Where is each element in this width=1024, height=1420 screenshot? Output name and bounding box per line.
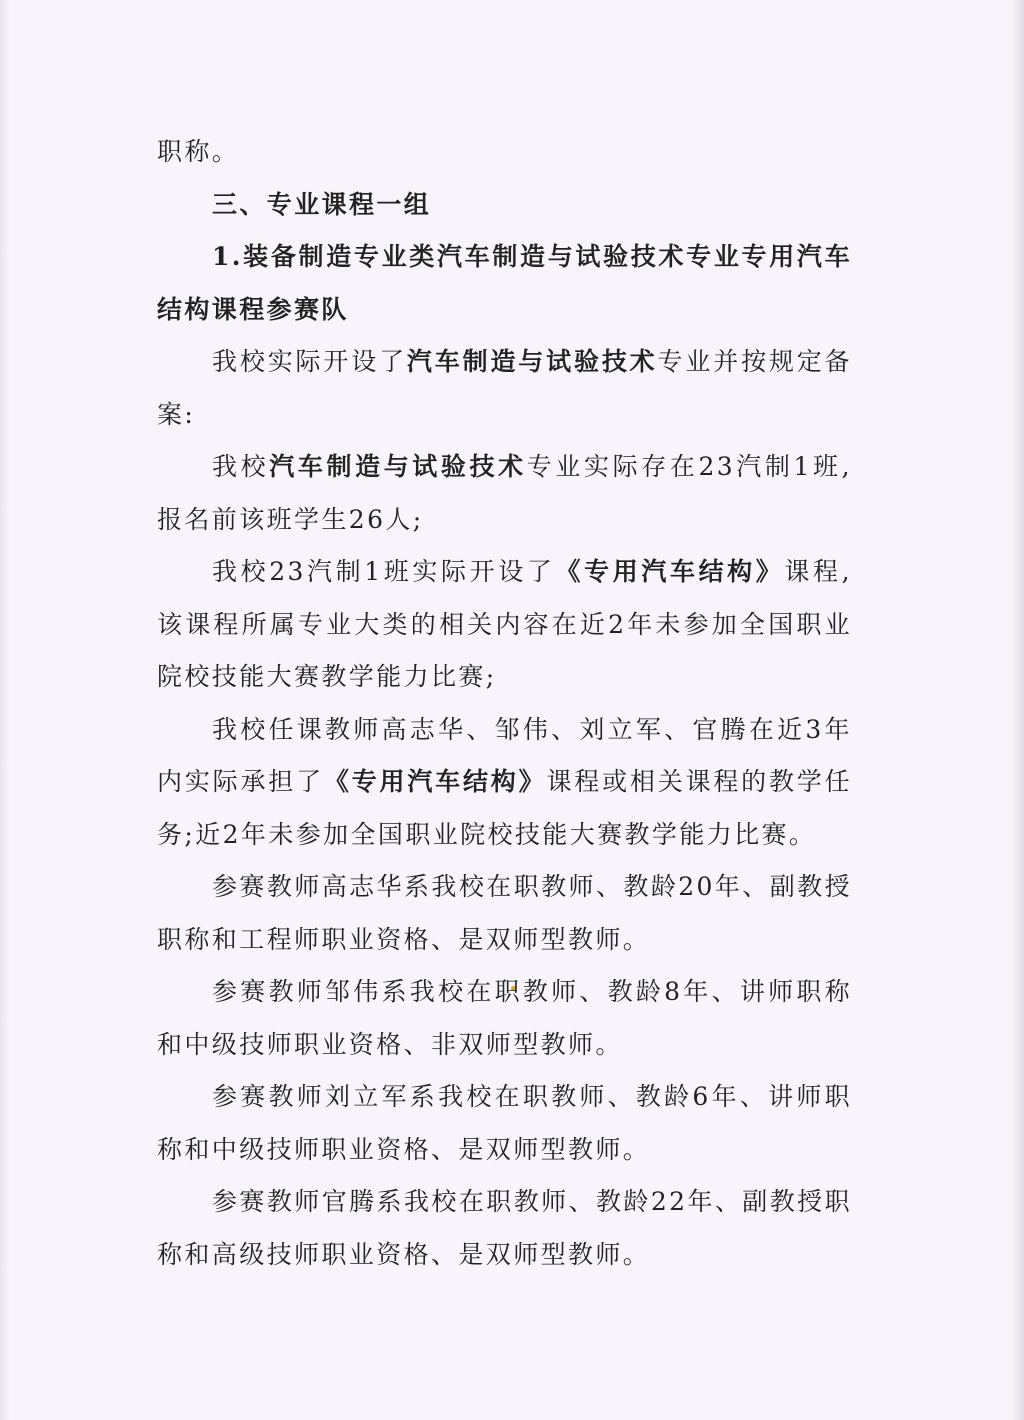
major-name-bold: 汽车制造与试验技术 — [406, 347, 658, 376]
text-run: 我校任课教师高志华、邹伟、刘立军、官腾在近3年内实际承担了 — [157, 714, 852, 796]
paragraph-teacher-guan: 参赛教师官腾系我校在职教师、教龄22年、副教授职称和高级技师职业资格、是双师型教师。 — [157, 1187, 852, 1269]
course-name-bold: 《专用汽车结构》 — [555, 557, 785, 586]
text-run: 专业实际存在23汽制1班,报名前该班学生26人; — [157, 452, 852, 534]
text-run: 课程或相关课程的教学任务;近2年未参加全国职业院校技能大赛教学能力比赛。 — [157, 767, 852, 849]
paragraph-teacher-zou: 参赛教师邹伟系我校在职教师、教龄8年、讲师职称和中级技师职业资格、非双师型教师。 — [157, 977, 852, 1059]
continuation-paragraph: 职称。 — [157, 137, 240, 166]
paragraph-teacher-liu: 参赛教师刘立军系我校在职教师、教龄6年、讲师职称和中级技师职业资格、是双师型教师。 — [157, 1082, 852, 1164]
scan-shadow-right — [1010, 0, 1024, 1420]
paragraph-course-info — [157, 546, 852, 704]
document-body — [157, 126, 852, 1281]
text-run: 我校 — [212, 452, 270, 481]
text-run: 我校23汽制1班实际开设了 — [212, 557, 556, 586]
paragraph-class-info — [157, 441, 852, 546]
paragraph-teachers-info — [157, 704, 852, 862]
text-run: 课程,该课程所属专业大类的相关内容在近2年未参加全国职业院校技能大赛教学能力比赛; — [157, 557, 852, 691]
major-name-bold: 汽车制造与试验技术 — [269, 452, 527, 481]
paragraph-major-filing — [157, 336, 852, 441]
course-name-bold: 《专用汽车结构》 — [323, 767, 547, 796]
section-heading: 三、专业课程一组 — [212, 189, 432, 219]
text-run: 我校实际开设了 — [212, 347, 407, 376]
text-run: 专业并按规定备案: — [157, 347, 852, 429]
team-subheading: 1.装备制造专业类汽车制造与试验技术专业专用汽车结构课程参赛队 — [157, 242, 852, 324]
paragraph-teacher-gao: 参赛教师高志华系我校在职教师、教龄20年、副教授职称和工程师职业资格、是双师型教师。 — [157, 872, 852, 954]
scan-shadow-left — [0, 0, 10, 1420]
